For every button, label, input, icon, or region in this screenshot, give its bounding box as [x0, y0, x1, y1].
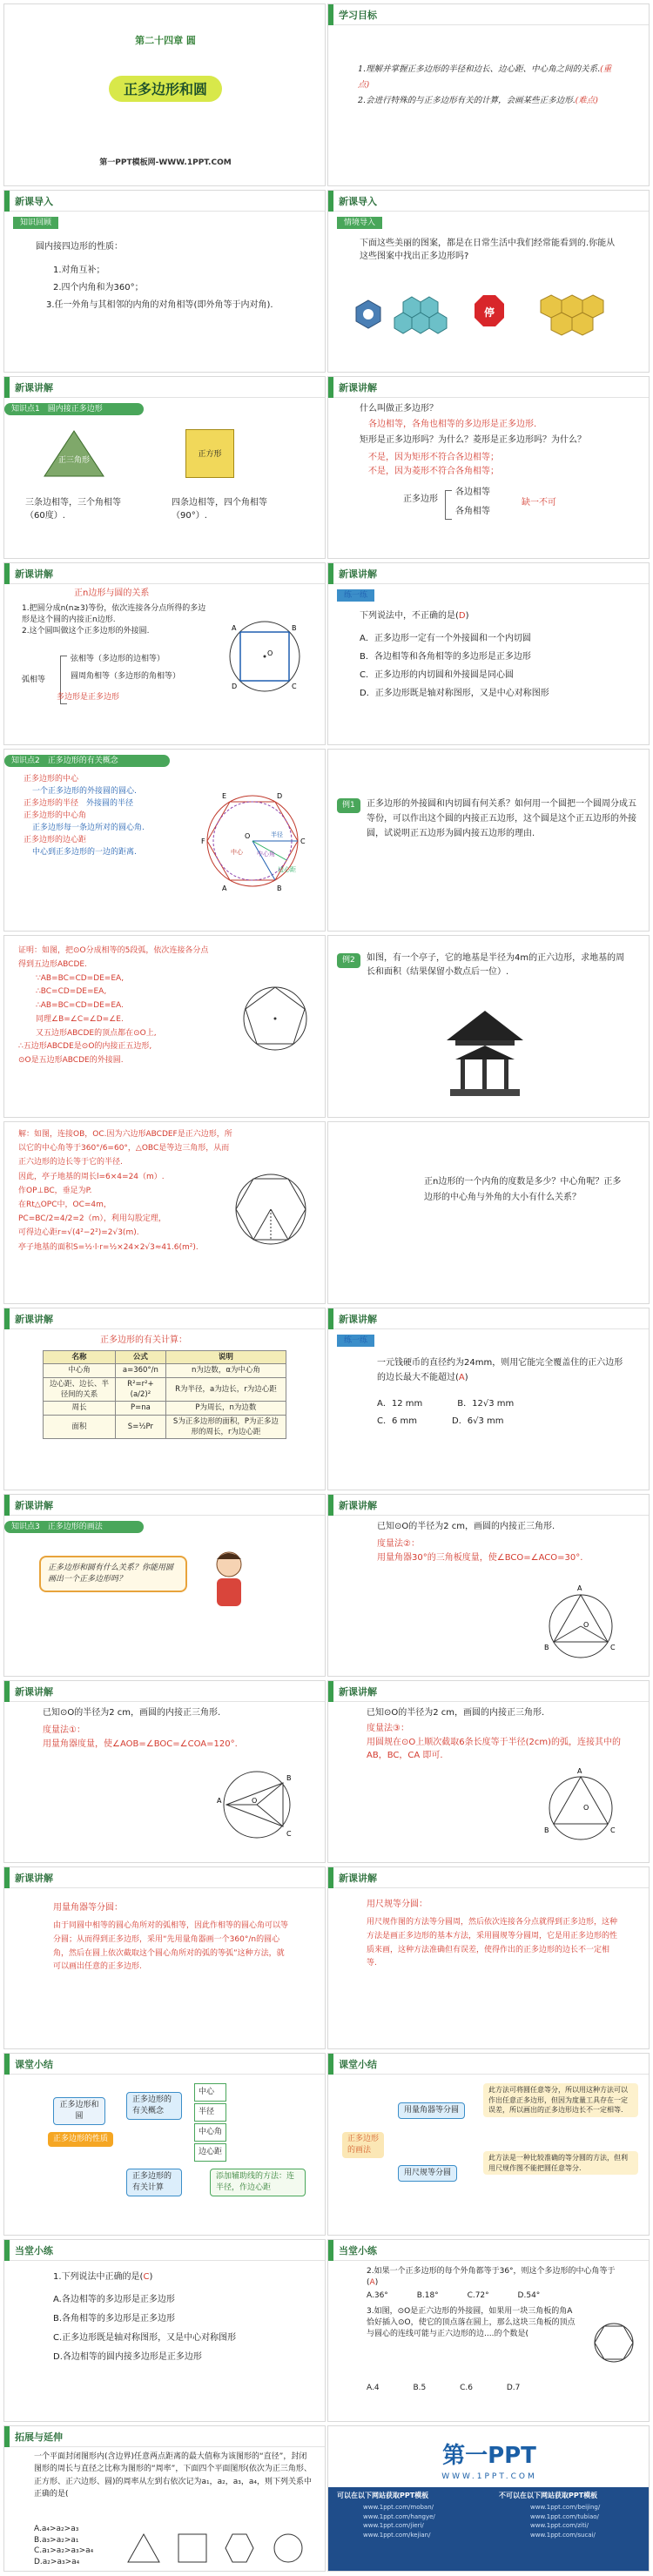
- svg-text:C: C: [292, 683, 297, 690]
- brand-links-left: [363, 2503, 435, 2539]
- proof-lines: 证明：如图，把⊙O分成相等的5段弧，依次连接各分点 得到五边形ABCDE. ∵AB=BC=CD=DE=EA, ∴BC=CD=DE=EA, ∴AB=BC=CD=DE=EA. 同理∠B=∠C=∠D=∠E. 又五边形ABCDE的顶点都在⊙O上, ∴五边形ABCDE是⊙O的内接正五边形, ⊙O是五边形ABCDE的外接圆.: [18, 946, 209, 1065]
- summary-compass: 用尺规等分圆: [398, 2165, 457, 2182]
- tag-knowledge-3: 知识点3 正多边形的画法: [4, 1521, 144, 1533]
- slide-header: 新课讲解: [328, 1308, 649, 1329]
- slide-brand: [327, 2425, 650, 2572]
- slide-header: 新课讲解: [328, 377, 649, 398]
- relation-line-1: 1.把圆分成n(n≥3)等份，依次连接各分点所得的多边形是这个圆的内接正n边形.: [22, 604, 206, 625]
- svg-text:C: C: [610, 1644, 616, 1651]
- slide-header: 新课导入: [328, 191, 649, 212]
- svg-text:停: 停: [483, 306, 495, 319]
- svg-text:A: A: [232, 624, 237, 632]
- summary-compass-note: 此方法是一种比较准确的等分圆的方法，但利用尺规作图不能把圆任意等分.: [483, 2151, 638, 2175]
- svg-text:D: D: [277, 792, 283, 800]
- slide-draw-1: [327, 1494, 650, 1677]
- relation-line-2: 2.这个圆叫做这个正多边形的外接圆.: [22, 627, 150, 636]
- slide-header: 新课讲解: [328, 1495, 649, 1516]
- slide-inscribed: [3, 376, 326, 559]
- example-text: 正多边形的外接圆和内切圆有何关系？如何用一个圆把一个圆周分成五等份，可以作出这个圆的内接正五边形，这个圆是这个正五边形的外接圆，试说明正五边形为圆内接五边形的理由.: [367, 799, 636, 838]
- slide-drawing-intro: [3, 1494, 326, 1677]
- hexagon-solution-diagram: [227, 1166, 314, 1253]
- slide-goals: [327, 3, 650, 186]
- svg-text:O: O: [583, 1621, 589, 1629]
- extension-text: 一个平面封闭图形内(含边界)任意两点距离的最大值称为该图形的“直径”，封闭图形的周长与直径之比称为图形的“周率”，下面四个平面图形(依次为正三角形、正方形、正六边形、圆)的周率从左到右依次记为a₁，a₂，a₃，a₄，则下列关系中正确的是(: [34, 2452, 313, 2499]
- slide-example-2: [327, 935, 650, 1118]
- slide-extension: [3, 2425, 326, 2572]
- pentagon-in-circle-diagram: [236, 979, 314, 1058]
- method-title: 用量角器等分圆：: [53, 1903, 123, 1913]
- brand-logo: 第一PPT: [442, 2443, 536, 2469]
- goals-list: 1.理解并掌握正多边形的半径和边长、边心距、中心角之间的关系.(重点) 2.会进行特殊的与正多边形有关的计算，会画某些正多边形.(难点): [358, 64, 612, 106]
- link[interactable]: www.1ppt.com/hangye/: [363, 2512, 435, 2520]
- practice-options: A．正多边形一定有一个外接圆和一个内切圆 B．各边相等和各角相等的多边形是正多边形 C．正多边形的内切圆和外接圆是同心圆 D．正多边形既是轴对称图形，又是中心对称图形: [360, 634, 549, 698]
- slide-definition: [327, 376, 650, 559]
- summary-root: 正多边形和圆: [53, 2097, 105, 2125]
- slide-header: 新课讲解: [4, 1308, 325, 1329]
- svg-text:A: A: [577, 1584, 582, 1592]
- brand-left-title: 可以在以下网站获取PPT模板: [337, 2492, 429, 2499]
- method-title: 用尺规等分圆：: [367, 1900, 427, 1909]
- slide-intro: [327, 190, 650, 373]
- summary-protractor: 用量角器等分圆: [398, 2102, 465, 2119]
- method-text: 用尺规作图的方法等分圆周，然后依次连接各分点就得到正多边形，这种方法是画正多边形的基本方法，采用圆规等分圆周，它是用正多边形的性质来画，这种方法准确但有误差，使得作出的正多边形的边长不一定相等.: [367, 1918, 618, 1968]
- honeycomb-icon: [394, 297, 447, 333]
- quiz-question: 1.下列说法中正确的是(C): [53, 2272, 153, 2282]
- rect-rhombus-question: 矩形是正多边形吗？为什么？菱形是正多边形吗？为什么？: [360, 435, 586, 445]
- practice-question: 一元钱硬币的直径约为24mm，则用它能完全覆盖住的正六边形的边长最大不能超过(A): [377, 1358, 623, 1382]
- draw-task: 已知⊙O的半径为2 cm，画圆的内接正三角形.: [43, 1708, 221, 1718]
- slide-header: 课堂小结: [328, 2054, 649, 2075]
- summary-property: 正多边形的性质: [48, 2132, 113, 2147]
- example-label: 例2: [337, 953, 360, 968]
- tag-knowledge-2: 知识点2 正多边形的有关概念: [4, 755, 170, 767]
- slide-header: 新课讲解: [4, 377, 325, 398]
- svg-text:A: A: [217, 1797, 222, 1805]
- square-in-circle-diagram: [217, 609, 313, 704]
- triangle-caption: 三条边相等，三个角相等（60度）.: [25, 498, 121, 521]
- draw-method: 度量法①：: [43, 1725, 85, 1735]
- definition-question: 什么叫做正多边形？: [360, 404, 438, 414]
- svg-text:O: O: [267, 649, 273, 657]
- tag-review: 知识回顾: [13, 217, 58, 229]
- link[interactable]: www.1ppt.com/jieri/: [363, 2522, 424, 2529]
- link[interactable]: www.1ppt.com/tubiao/: [530, 2512, 599, 2520]
- cond-sides: 各边相等: [455, 488, 490, 497]
- slide-proof: [3, 935, 326, 1118]
- svg-text:C: C: [286, 1830, 292, 1838]
- chapter-label: 第二十四章 圆: [135, 35, 196, 46]
- quiz-options-3: A.4 B.5 C.6 D.7: [367, 2384, 521, 2392]
- slide-header: 拓展与延伸: [4, 2426, 325, 2447]
- summary-calc: 正多边形的有关计算: [126, 2169, 182, 2196]
- slide-draw-3: [327, 1680, 650, 1863]
- svg-text:A: A: [222, 884, 227, 892]
- slide-header: 当堂小练: [328, 2240, 649, 2261]
- svg-text:边心距: 边心距: [278, 866, 296, 873]
- slide-header: 新课讲解: [4, 1867, 325, 1888]
- slide-header: 新课讲解: [4, 1681, 325, 1702]
- draw-method: 度量法②：: [377, 1539, 420, 1549]
- practice-options: A．12 mm B．12√3 mm C．6 mm D．6√3 mm: [377, 1399, 515, 1426]
- summary-concept-list: 中心 半径 中心角 边心距: [194, 2083, 226, 2162]
- slide-header: 新课导入: [4, 191, 325, 212]
- draw-method: 度量法③：: [367, 1724, 409, 1733]
- svg-text:半径: 半径: [271, 831, 283, 838]
- quiz-question-2: 2.如果一个正多边形的每个外角都等于36°，则这个多边形的中心角等于(A): [367, 2267, 616, 2288]
- cond-angles: 各角相等: [455, 507, 490, 516]
- rhombus-answer: 不是，因为菱形不符合各角相等；: [368, 467, 499, 476]
- method-text: 由于同圆中相等的圆心角所对的弧相等，因此作相等的圆心角可以等分圆；从而得到正多边形，采用“先用量角器画一个360°/n的圆心角，然后在圆上依次截取这个圆心角所对的弧的等弧”这种方法，就可以画出任意的正多边形.: [53, 1921, 289, 1972]
- tag-practice: 练一练: [337, 589, 374, 602]
- draw-task: 已知⊙O的半径为2 cm，画圆的内接正三角形.: [367, 1708, 545, 1718]
- solution-lines: 解：如图，连接OB，OC.因为六边形ABCDEF是正六边形，所 以它的中心角等于360°/6=60°，△OBC是等边三角形，从而 正六边形的边长等于它的半径. 因此，亭子地基的周长l=6×4=24（m）. 作OP⊥BC，垂足为P. 在Rt△OPC中，OC=4m， PC=BC/2=4/2=2（m），利用勾股定理， 可得边心距r=√(4²−2²)=2√3(m). 亭子地基的面积S=½·l·r=½×24×2√3≈41.6(m²).: [18, 1130, 232, 1252]
- concept-list: 正多边形的中心 一个正多边形的外接圆的圆心. 正多边形的半径 外接圆的半径 正多边形的中心角 正多边形每一条边所对的圆心角. 正多边形的边心距 中心到正多边形的一边的距离.: [24, 775, 145, 857]
- draw-step: 用量角器度量，使∠AOB=∠BOC=∠COA=120°.: [43, 1739, 238, 1749]
- formula-table: 名称 公式 说明 中心角 a=360°/n n为边数，α为中心角 边心距、边长、半径间的关系 R²=r²+(a/2)² R为半径，a为边长，r为边心距 周长 P=na P为周长，n为边数 面积 S=½Pr S为正多边形的面积，P为正多边形的周长，r为边心距: [43, 1350, 286, 1439]
- slide-summary-1: [3, 2053, 326, 2236]
- is-regular: 多边形是正多边形: [57, 693, 120, 702]
- slide-solution: [3, 1121, 326, 1304]
- pattern-images: [351, 288, 629, 340]
- intro-text: 下面这些美丽的图案，都是在日常生活中我们经常能看到的.你能从这些图案中找出正多边形吗?: [360, 239, 616, 261]
- link[interactable]: www.1ppt.com/moban/: [363, 2504, 434, 2511]
- hexagon-circle-diagram: [589, 2318, 638, 2367]
- link[interactable]: www.1ppt.com/ziti/: [530, 2522, 589, 2529]
- polygon-label: 正多边形: [403, 494, 438, 504]
- slide-header: 新课讲解: [328, 1867, 649, 1888]
- triangle-icon: [39, 426, 109, 481]
- hexagon-concepts-diagram: [196, 784, 309, 898]
- slide-circle-relation: [3, 562, 326, 745]
- relation-title: 正n边形与圆的关系: [74, 589, 150, 598]
- slide-header: 当堂小练: [4, 2240, 325, 2261]
- draw-step: 用量角器30°的三角板度量，使∠BCO=∠ACO=30°.: [377, 1553, 583, 1563]
- slide-example-1: [327, 749, 650, 932]
- quiz-options: A.各边相等的多边形是正多边形 B.各角相等的多边形是正多边形 C.正多边形既是轴对称图形，又是中心对称图形 D.各边相等的圆内接多边形是正多边形: [53, 2295, 237, 2362]
- practice-question: 下列说法中，不正确的是(D): [360, 611, 469, 621]
- svg-text:B: B: [277, 884, 282, 892]
- svg-text:A: A: [577, 1767, 582, 1775]
- svg-text:O: O: [583, 1804, 589, 1812]
- square-caption: 四条边相等，四个角相等（90°）.: [172, 498, 267, 521]
- definition-answer: 各边相等，各角也相等的多边形是正多边形.: [368, 420, 537, 429]
- svg-text:D: D: [232, 683, 238, 690]
- tag-practice: 练一练: [337, 1335, 374, 1347]
- quiz-question-3: 3.如图，⊙O是正六边形的外接圆，如果用一块三角板的角A恰好插入⊙O，使它的顶点落在圆上，那么这块三角板的顶点与圆心的连线可能与正六边形的边....的个数是(: [367, 2307, 576, 2339]
- triangle-in-circle-diagram: [537, 1578, 624, 1665]
- rect-answer: 不是，因为矩形不符合各边相等；: [368, 453, 499, 462]
- slide-header: 新课讲解: [4, 1495, 325, 1516]
- svg-text:中心: 中心: [231, 849, 243, 856]
- svg-text:B: B: [286, 1774, 292, 1782]
- slide-quiz-1: [3, 2239, 326, 2422]
- tag-intro: 情境导入: [337, 217, 382, 229]
- slide-method-compass: [327, 1866, 650, 2049]
- link[interactable]: www.1ppt.com/sucai/: [530, 2531, 596, 2539]
- triangle-in-circle-diagram: [537, 1765, 624, 1852]
- summary-root: 正多边形的画法: [342, 2132, 384, 2158]
- formulas-title: 正多边形的有关计算：: [100, 1335, 187, 1345]
- extension-options: A.a₄>a₂>a₃ B.a₃>a₂>a₁ C.a₁>a₂>a₃>a₄ D.a₂>a₃>a₄: [34, 2525, 94, 2566]
- square-icon: 正方形: [185, 429, 234, 478]
- svg-text:O: O: [245, 832, 251, 840]
- slide-review: [3, 190, 326, 373]
- draw-step: 用圆规在⊙O上顺次截取6条长度等于半径(2cm)的弧，连接其中的 AB，BC，CA 即可.: [367, 1738, 622, 1760]
- slide-header: 新课讲解: [4, 563, 325, 584]
- angle-equal: 圆周角相等（多边形的角相等）: [71, 672, 181, 681]
- link[interactable]: www.1ppt.com/beijing/: [530, 2504, 601, 2511]
- slide-think: [327, 1121, 650, 1304]
- svg-text:E: E: [222, 792, 227, 800]
- slide-header: 新课讲解: [328, 563, 649, 584]
- footer-text: 第一PPT模板网-WWW.1PPT.COM: [99, 158, 232, 167]
- brand-url: WWW.1PPT.COM: [441, 2472, 537, 2481]
- tile-pattern-icon: [541, 295, 603, 335]
- summary-note: 添加辅助线的方法：连半径，作边心距: [210, 2169, 306, 2196]
- link[interactable]: www.1ppt.com/kejian/: [363, 2531, 431, 2539]
- svg-text:正三角形: 正三角形: [57, 456, 91, 465]
- review-question: 圆内接四边形的性质：: [36, 242, 123, 252]
- slide-header: 学习目标: [328, 4, 649, 25]
- slide-header: 新课讲解: [328, 1681, 649, 1702]
- lesson-title: 正多边形和圆: [123, 81, 207, 98]
- slide-draw-2: [3, 1680, 326, 1863]
- slide-formulas: [3, 1308, 326, 1490]
- slide-practice-1: [327, 562, 650, 745]
- both-required: 缺一不可: [522, 498, 556, 508]
- draw-task: 已知⊙O的半径为2 cm，画圆的内接正三角形.: [377, 1522, 555, 1531]
- example-text: 如图，有一个亭子，它的地基是半径为4m的正六边形，求地基的周长和面积（结果保留小数点后一位）.: [367, 953, 625, 977]
- think-question: 正n边形的一个内角的度数是多少？中心角呢？正多边形的中心角与外角的大小有什么关系？: [424, 1177, 622, 1202]
- slide-quiz-2: [327, 2239, 650, 2422]
- slide-header: 课堂小结: [4, 2054, 325, 2075]
- slide-concepts: [3, 749, 326, 932]
- thought-bubble: 正多边形和圆有什么关系？你能用圆画出一个正多边形吗？: [39, 1556, 187, 1592]
- slide-practice-2: [327, 1308, 650, 1490]
- summary-concepts: 正多边形的有关概念: [126, 2092, 182, 2120]
- svg-text:O: O: [252, 1797, 258, 1805]
- svg-text:C: C: [300, 837, 306, 845]
- brand-panel: [328, 2487, 650, 2572]
- slide-summary-2: [327, 2053, 650, 2236]
- pavilion-icon: [441, 1006, 528, 1101]
- brand-right-title: 不可以在以下网站获取PPT模板: [499, 2492, 598, 2499]
- triangle-in-circle-diagram: [213, 1754, 300, 1850]
- review-list: 1.对角互补； 2.四个内角和为360°； 3.任一外角与其相邻的内角的对角相等(即外角等于内对角).: [46, 266, 273, 310]
- chord-equal: 弦相等（多边形的边相等）: [71, 655, 165, 663]
- slide-method-protractor: [3, 1866, 326, 2049]
- svg-text:B: B: [544, 1826, 549, 1834]
- arc-label: 弧相等: [22, 676, 46, 684]
- summary-protractor-note: 此方法可将圆任意等分，所以用这种方法可以作出任意正多边形，但因为度量工具存在一定误差，所以画出的正多边形边长不一定相等.: [483, 2083, 638, 2117]
- svg-text:中心角: 中心角: [257, 851, 275, 858]
- example-label: 例1: [337, 798, 360, 813]
- svg-text:C: C: [610, 1826, 616, 1834]
- shapes-row-icon: [126, 2531, 318, 2566]
- slide-title: [3, 3, 326, 186]
- quiz-options-2: A.36° B.18° C.72° D.54°: [367, 2291, 541, 2300]
- svg-text:F: F: [201, 837, 205, 845]
- svg-text:B: B: [292, 624, 297, 632]
- student-icon: [203, 1547, 255, 1617]
- tag-knowledge-1: 知识点1 圆内接正多边形: [4, 403, 144, 415]
- svg-text:B: B: [544, 1644, 549, 1651]
- brand-links-right: [530, 2503, 600, 2539]
